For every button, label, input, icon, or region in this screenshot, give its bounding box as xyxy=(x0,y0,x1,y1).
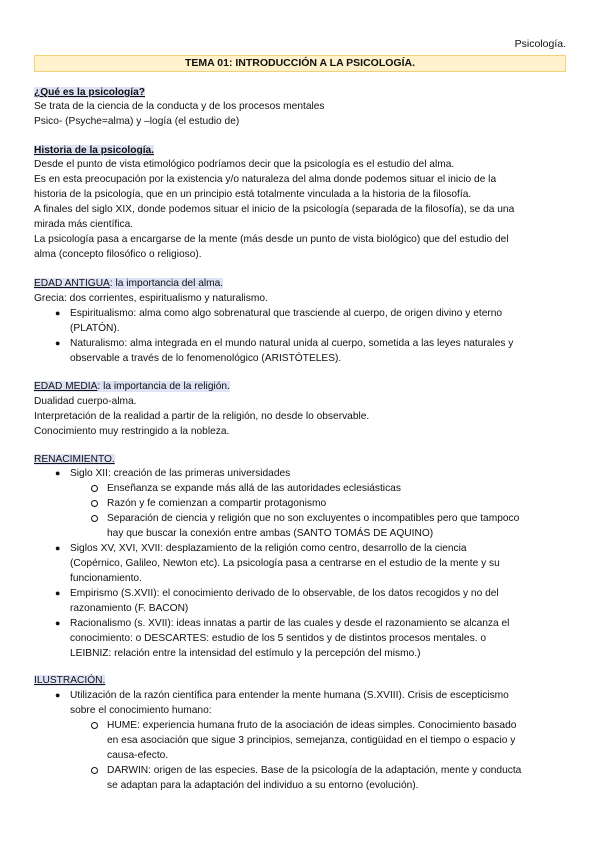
list-item-line: Naturalismo: alma integrada en el mundo natural unida al cuerpo, sometida a las leyes naturales y xyxy=(70,338,514,349)
sub-bullet-icon xyxy=(91,500,98,507)
list-item-line: Separación de ciencia y religión que no son excluyentes o incompatibles pero que tampoco xyxy=(107,513,520,524)
paragraph-line: Se trata de la ciencia de la conducta y de los procesos mentales xyxy=(34,101,325,112)
list-item-line: Siglos XV, XVI, XVII: desplazamiento de la religión como centro, desarrollo de la ciencia xyxy=(70,543,467,554)
bullet-icon: ● xyxy=(55,338,61,348)
list-item-line: sobre el conocimiento humano: xyxy=(70,705,212,716)
paragraph-line: Interpretación de la realidad a partir de la religión, no desde lo observable. xyxy=(34,411,370,422)
paragraph-line: alma (concepto filosófico o religioso). xyxy=(34,249,202,260)
list-item-line: (PLATÓN). xyxy=(70,323,120,334)
paragraph-line: Conocimiento muy restringido a la nobleza. xyxy=(34,426,230,437)
bullet-icon: ● xyxy=(55,618,61,628)
paragraph-line: mirada más científica. xyxy=(34,219,134,230)
list-item-line: Espiritualismo: alma como algo sobrenatural que trasciende al cuerpo, de origen divino y eterno xyxy=(70,308,503,319)
list-item-line: Razón y fe comienzan a compartir protagonismo xyxy=(107,498,327,509)
list-item-line: causa-efecto. xyxy=(107,750,169,761)
paragraph-line: A finales del siglo XIX, donde podemos situar el inicio de la psicología (separada de la filosofía), se da una xyxy=(34,204,515,215)
page-title: TEMA 01: INTRODUCCIÓN A LA PSICOLOGÍA. xyxy=(34,55,566,72)
list-item-line: Siglo XII: creación de las primeras universidades xyxy=(70,468,291,479)
bullet-icon: ● xyxy=(55,690,61,700)
bullet-icon: ● xyxy=(55,468,61,478)
list-item-line: Utilización de la razón científica para entender la mente humana (S.XVIII). Crisis de escepticismo xyxy=(70,690,509,701)
list-item-line: Empirismo (S.XVII): el conocimiento derivado de lo observable, de los datos recogidos y no del xyxy=(70,588,499,599)
list-item-line: en esa asociación que sigue 3 principios, semejanza, contigüidad en el tiempo o espacio y xyxy=(107,735,516,746)
bullet-icon: ● xyxy=(55,308,61,318)
bullet-icon: ● xyxy=(55,543,61,553)
section-heading-que-es: ¿Qué es la psicología? xyxy=(34,87,145,98)
header-subject: Psicología. xyxy=(514,38,566,50)
bullet-icon: ● xyxy=(55,588,61,598)
sub-bullet-icon xyxy=(91,767,98,774)
sub-bullet-icon xyxy=(91,515,98,522)
list-item-line: observable a través de lo fenomenológico (ARISTÓTELES). xyxy=(70,353,342,364)
paragraph-line: Grecia: dos corrientes, espiritualismo y naturalismo. xyxy=(34,293,268,304)
list-item-line: (Copérnico, Galileo, Newton etc). La psicología pasa a centrarse en el estudio de la mente y su xyxy=(70,558,500,569)
list-item-line: HUME: experiencia humana fruto de la asociación de ideas simples. Conocimiento basado xyxy=(107,720,517,731)
list-item-line: LEIBNIZ: relación entre la intensidad del estímulo y la percepción del mismo.) xyxy=(70,648,421,659)
list-item-line: hay que buscar la conexión entre ambas (SANTO TOMÁS DE AQUINO) xyxy=(107,528,434,539)
section-heading-renacimiento: RENACIMIENTO. xyxy=(34,454,115,465)
paragraph-line: La psicología pasa a encargarse de la mente (más desde un punto de vista biológico) que del estudio del xyxy=(34,234,509,245)
paragraph-line: historia de la psicología, que en un principio está totalmente vinculada a la historia de la filosofía. xyxy=(34,189,472,200)
sub-bullet-icon xyxy=(91,722,98,729)
paragraph-line: Desde el punto de vista etimológico podríamos decir que la psicología es el estudio del alma. xyxy=(34,159,455,170)
section-heading-edad-media: EDAD MEDIA: la importancia de la religión. xyxy=(34,381,230,392)
paragraph-line: Dualidad cuerpo-alma. xyxy=(34,396,137,407)
list-item-line: Racionalismo (s. XVII): ideas innatas a partir de las cuales y desde el razonamiento se alcanza el xyxy=(70,618,510,629)
paragraph-line: Es en esta preocupación por la existencia y/o naturaleza del alma donde podemos situar el inicio de la xyxy=(34,174,497,185)
list-item-line: Enseñanza se expande más allá de las autoridades eclesiásticas xyxy=(107,483,401,494)
sub-bullet-icon xyxy=(91,485,98,492)
list-item-line: se adaptan para la adaptación del individuo a su entorno (evolución). xyxy=(107,780,419,791)
list-item-line: funcionamiento. xyxy=(70,573,142,584)
list-item-line: conocimiento: o DESCARTES: estudio de los 5 sentidos y de distintos procesos mentales. o xyxy=(70,633,487,644)
list-item-line: DARWIN: origen de las especies. Base de la psicología de la adaptación, mente y conducta xyxy=(107,765,522,776)
section-heading-edad-antigua: EDAD ANTIGUA: la importancia del alma. xyxy=(34,278,224,289)
section-heading-historia: Historia de la psicología. xyxy=(34,145,155,156)
section-heading-ilustracion: ILUSTRACIÓN. xyxy=(34,675,106,686)
paragraph-line: Psico- (Psyche=alma) y –logía (el estudio de) xyxy=(34,116,240,127)
list-item-line: razonamiento (F. BACON) xyxy=(70,603,189,614)
